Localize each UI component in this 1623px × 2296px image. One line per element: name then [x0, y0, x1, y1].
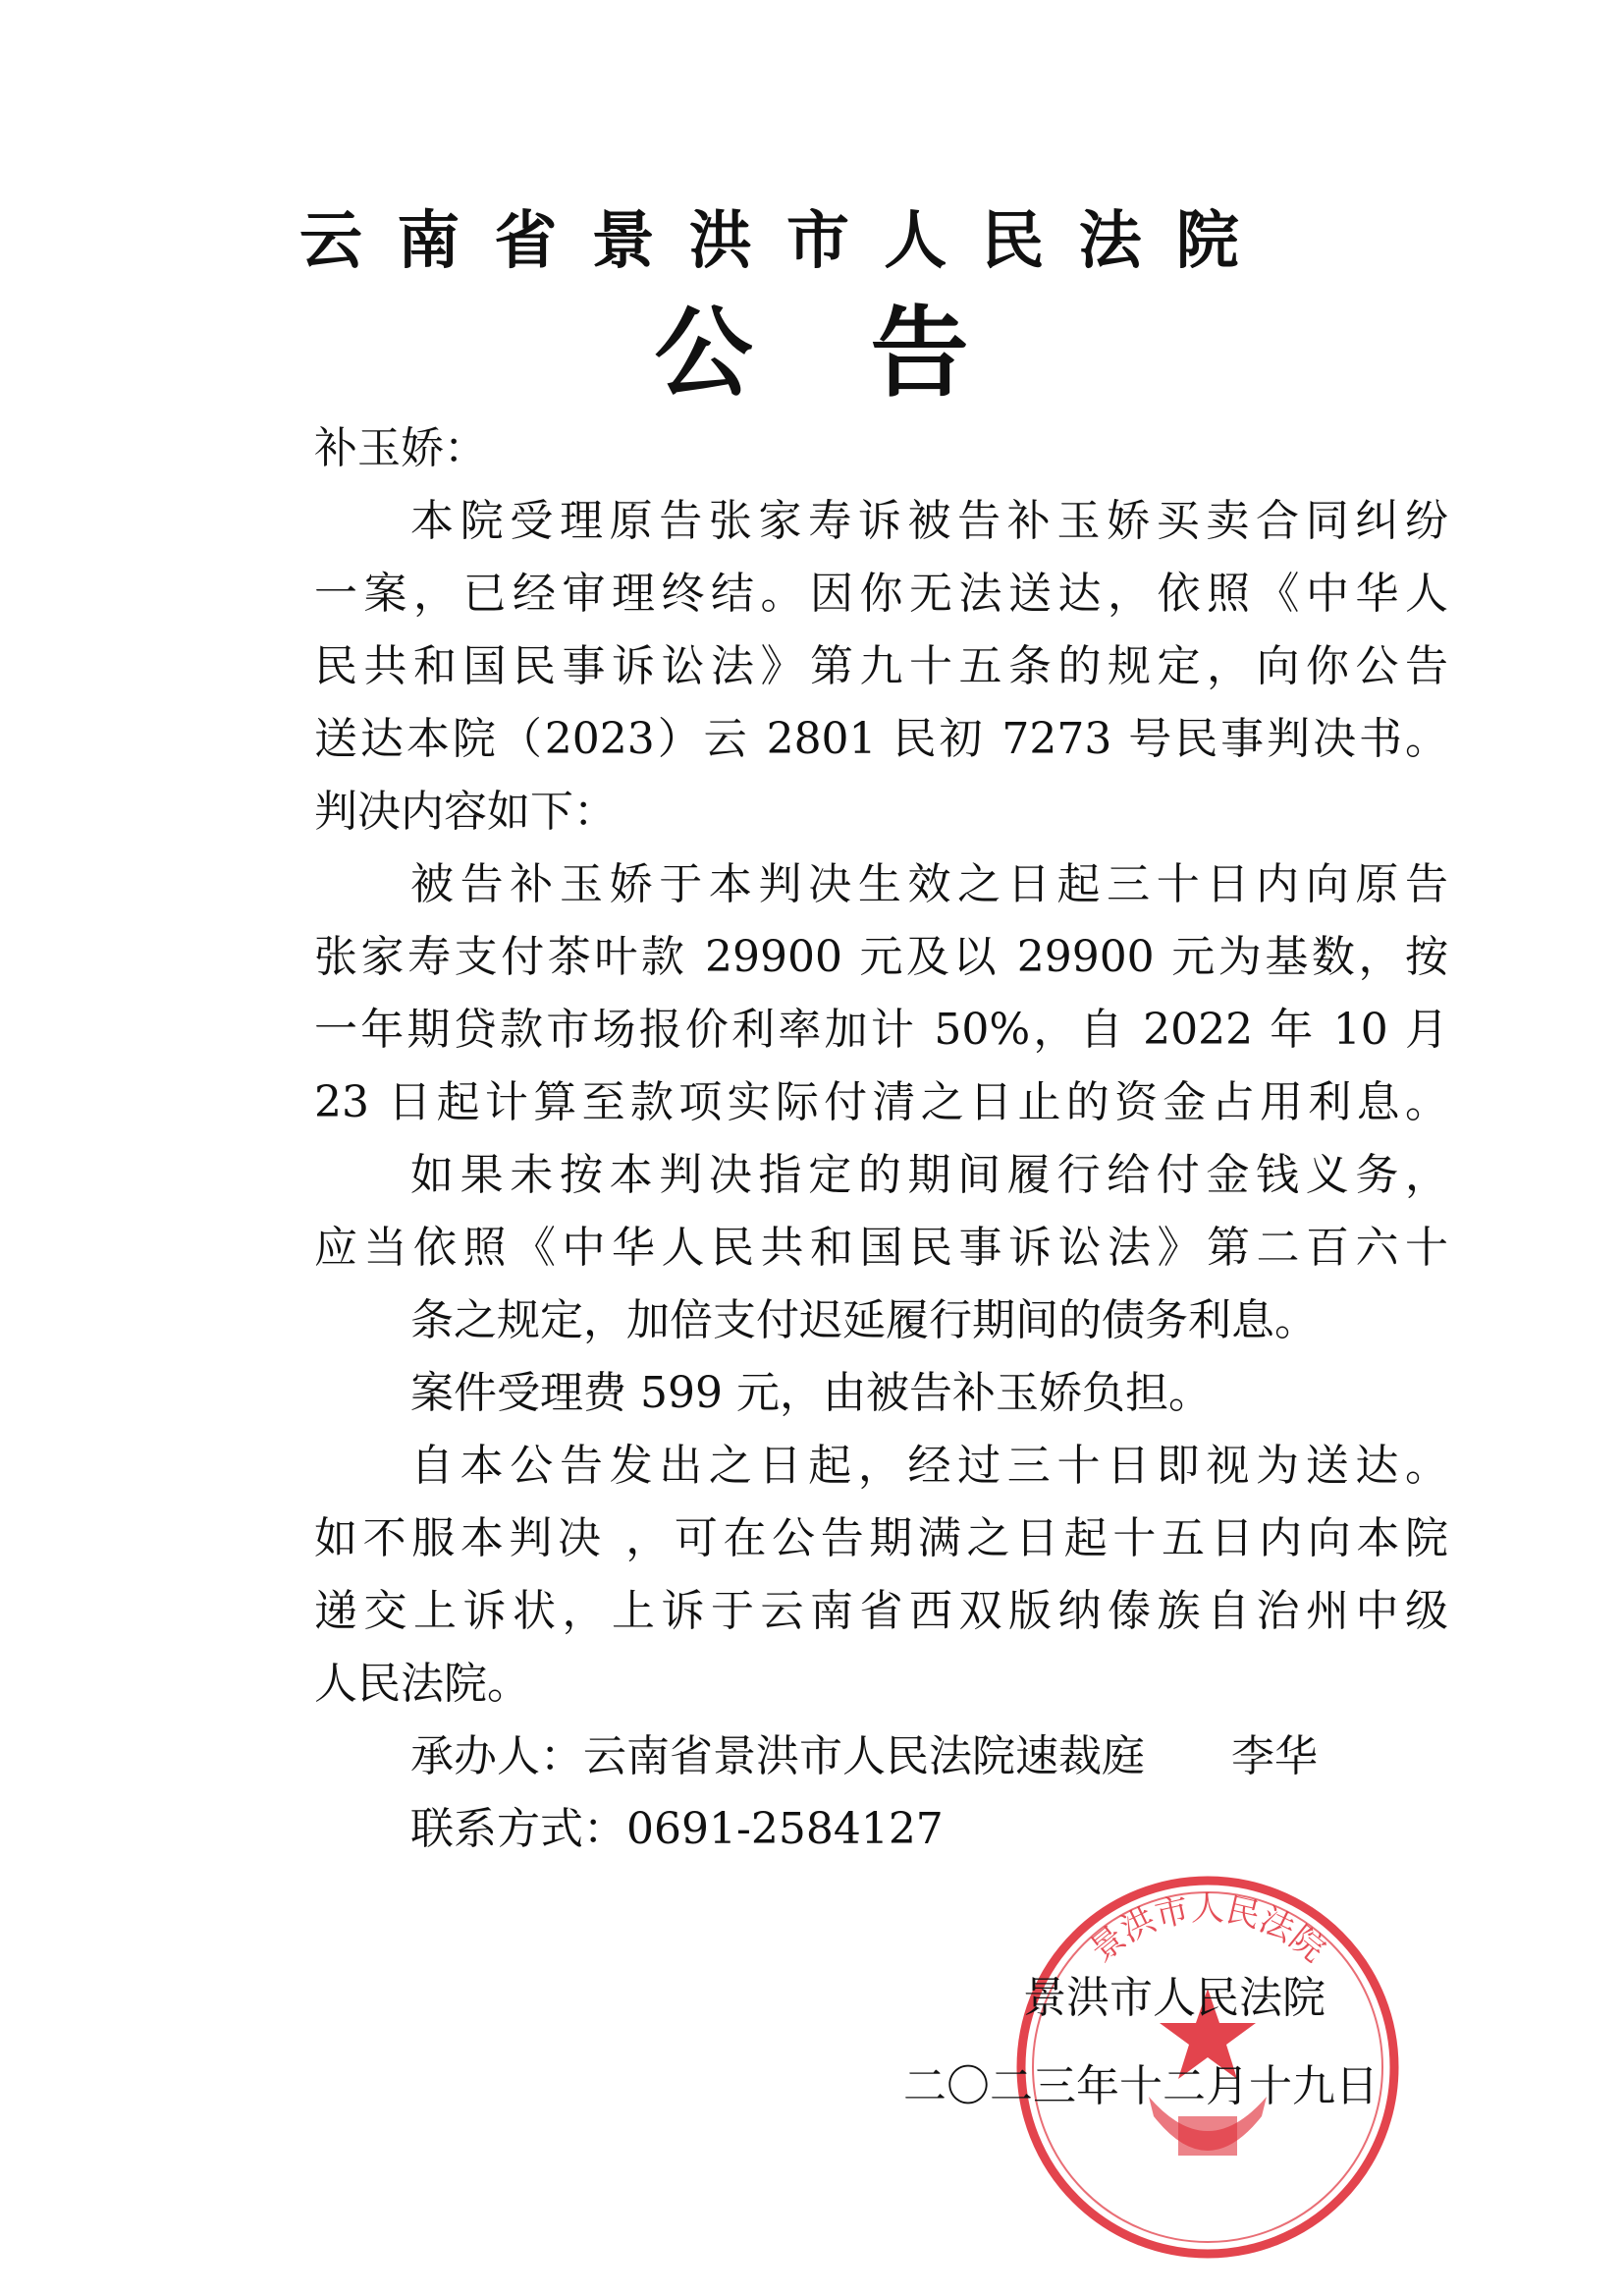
paragraph-line: 递交上诉状，上诉于云南省西双版纳傣族自治州中级: [314, 1586, 1448, 1636]
paragraph-line: 应当依照《中华人民共和国民事诉讼法》第二百六十: [314, 1223, 1448, 1273]
paragraph-line: 人民法院。: [314, 1659, 530, 1709]
paragraph-line: 被告补玉娇于本判决生效之日起三十日内向原告: [410, 859, 1448, 909]
issue-date: 二〇二三年十二月十九日: [903, 2061, 1379, 2111]
paragraph-line: 判决内容如下：: [314, 787, 617, 837]
paragraph-line: 一案，已经审理终结。因你无法送达，依照《中华人: [314, 569, 1448, 619]
document-title: 公告: [654, 299, 1087, 409]
court-name-heading: 云南省景洪市人民法院: [299, 205, 1273, 276]
paragraph-line: 如不服本判决 ，可在公告期满之日起十五日内向本院: [314, 1513, 1448, 1563]
paragraph-line: 如果未按本判决指定的期间履行给付金钱义务，: [410, 1150, 1448, 1200]
paragraph-line: 条之规定，加倍支付迟延履行期间的债务利息。: [410, 1295, 1318, 1345]
paragraph-line: 张家寿支付茶叶款 29900 元及以 29900 元为基数，按: [314, 932, 1448, 982]
paragraph-line: 自本公告发出之日起，经过三十日即视为送达。: [410, 1441, 1448, 1491]
paragraph-line: 本院受理原告张家寿诉被告补玉娇买卖合同纠纷: [410, 496, 1448, 546]
paragraph-line: 民共和国民事诉讼法》第九十五条的规定，向你公告: [314, 641, 1448, 691]
notice-body: [314, 412, 1448, 1866]
paragraph-line: 送达本院（2023）云 2801 民初 7273 号民事判决书。: [314, 714, 1448, 764]
contact-line: 联系方式：0691-2584127: [410, 1804, 944, 1854]
handler-line: 承办人：云南省景洪市人民法院速裁庭 李华: [410, 1731, 1318, 1781]
addressee: 补玉娇：: [314, 423, 487, 473]
paragraph-line: 案件受理费 599 元，由被告补玉娇负担。: [410, 1368, 1212, 1418]
issuing-court: 景洪市人民法院: [1023, 1973, 1325, 2023]
paragraph-line: 23 日起计算至款项实际付清之日止的资金占用利息。: [314, 1077, 1448, 1127]
signature-block: [903, 1954, 1453, 2131]
paragraph-line: 一年期贷款市场报价利率加计 50%，自 2022 年 10 月: [314, 1005, 1448, 1055]
seal-text: 景洪市人民法院: [1082, 1889, 1333, 1971]
